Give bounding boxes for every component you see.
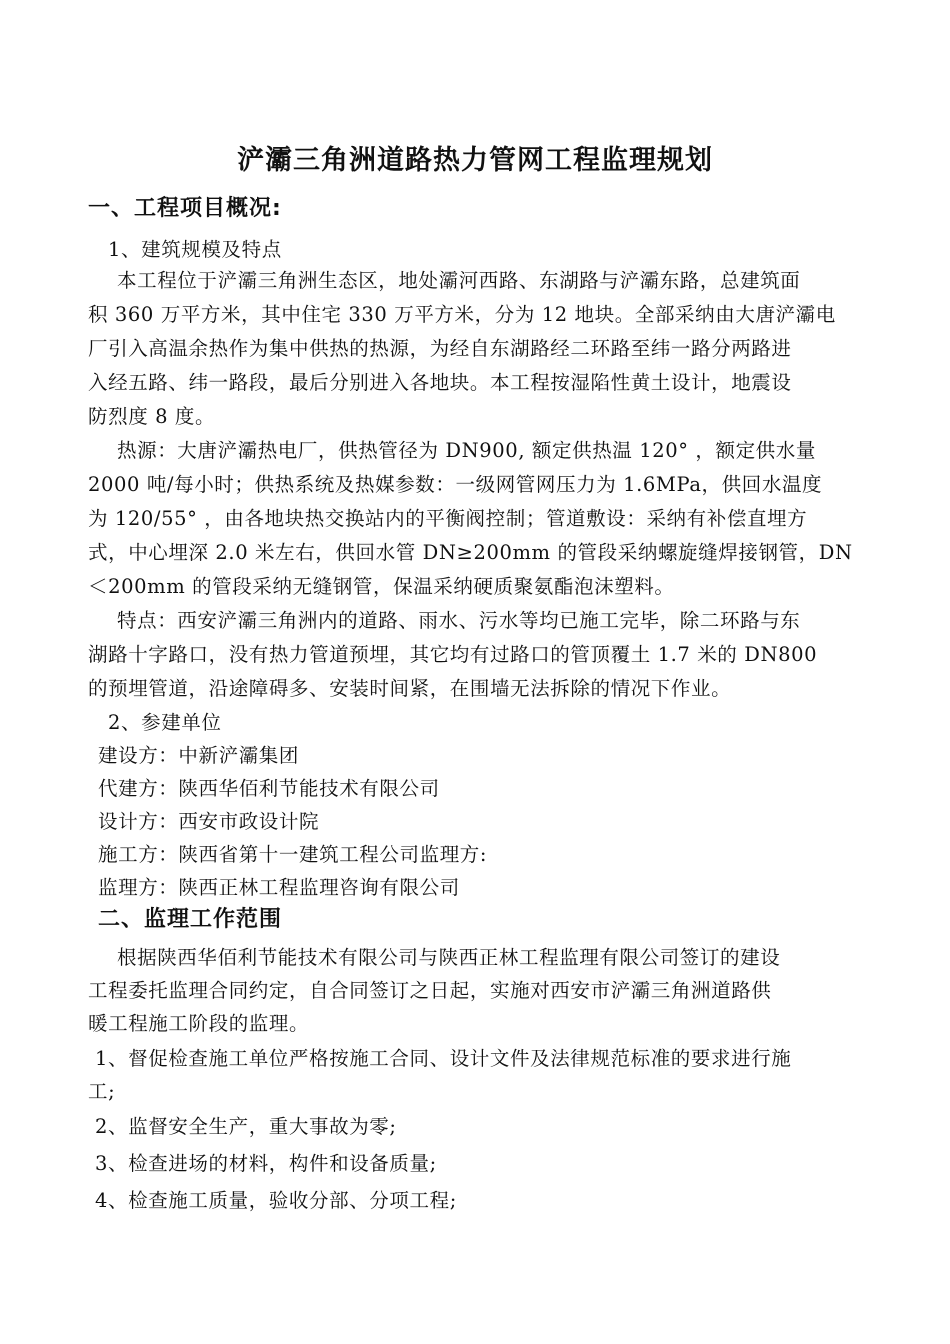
paragraph-line: 防烈度 8 度。: [88, 405, 216, 428]
subsection-heading-participants: 2、参建单位: [108, 711, 222, 734]
participant-item: 建设方：中新浐灞集团: [98, 744, 300, 767]
paragraph-line: 2000 吨/每小时；供热系统及热媒参数：一级网管网压力为 1.6MPa，供回水温度: [88, 473, 823, 496]
paragraph-line: 热源：大唐浐灞热电厂，供热管径为 DN900, 额定供热温 120° ，额定供水量: [117, 439, 816, 462]
scope-list-item: 4、检查施工质量，验收分部、分项工程;: [95, 1189, 457, 1212]
paragraph-line: 的预埋管道，沿途障碍多、安装时间紧，在围墙无法拆除的情况下作业。: [88, 677, 732, 700]
scope-list-item: 1、督促检查施工单位严格按施工合同、设计文件及法律规范标准的要求进行施: [95, 1047, 792, 1070]
scope-list-item: 工;: [88, 1080, 116, 1103]
paragraph-line: 工程委托监理合同约定，自合同签订之日起，实施对西安市浐灞三角洲道路供: [88, 979, 772, 1002]
section-heading-overview: 一、工程项目概况:: [88, 196, 282, 221]
paragraph-line: 本工程位于浐灞三角洲生态区，地处灞河西路、东湖路与浐灞东路，总建筑面: [117, 269, 801, 292]
paragraph-line: 暖工程施工阶段的监理。: [88, 1012, 310, 1035]
document-title: 浐灞三角洲道路热力管网工程监理规划: [237, 145, 713, 176]
paragraph-line: 入经五路、纬一路段，最后分别进入各地块。本工程按湿陷性黄土设计，地震设: [88, 371, 792, 394]
subsection-heading-scale: 1、建筑规模及特点: [108, 238, 282, 261]
paragraph-line: 湖路十字路口，没有热力管道预埋，其它均有过路口的管顶覆土 1.7 米的 DN800: [88, 643, 818, 666]
paragraph-line: 积 360 万平方米，其中住宅 330 万平方米，分为 12 地块。全部采纳由大唐浐灞电: [88, 303, 836, 326]
participant-item: 监理方：陕西正林工程监理咨询有限公司: [98, 876, 460, 899]
participant-item: 设计方：西安市政设计院: [98, 810, 320, 833]
scope-list-item: 3、检查进场的材料，构件和设备质量;: [95, 1152, 437, 1175]
paragraph-line: 根据陕西华佰利节能技术有限公司与陕西正林工程监理有限公司签订的建设: [117, 946, 781, 969]
paragraph-line: 式，中心埋深 2.0 米左右，供回水管 DN≥200mm 的管段采纳螺旋缝焊接钢管，DN: [88, 541, 853, 564]
scope-list-item: 2、监督安全生产，重大事故为零;: [95, 1115, 397, 1138]
section-heading-scope: 二、监理工作范围: [98, 907, 283, 932]
participant-item: 施工方：陕西省第十一建筑工程公司监理方:: [98, 843, 488, 866]
paragraph-line: ＜200mm 的管段采纳无缝钢管，保温采纳硬质聚氨酯泡沫塑料。: [88, 575, 675, 598]
paragraph-line: 为 120/55° ，由各地块热交换站内的平衡阀控制；管道敷设：采纳有补偿直埋方: [88, 507, 808, 530]
paragraph-line: 特点：西安浐灞三角洲内的道路、雨水、污水等均已施工完毕，除二环路与东: [117, 609, 801, 632]
paragraph-line: 厂引入高温余热作为集中供热的热源，为经自东湖路经二环路至纬一路分两路进: [88, 337, 792, 360]
participant-item: 代建方：陕西华佰利节能技术有限公司: [98, 777, 440, 800]
